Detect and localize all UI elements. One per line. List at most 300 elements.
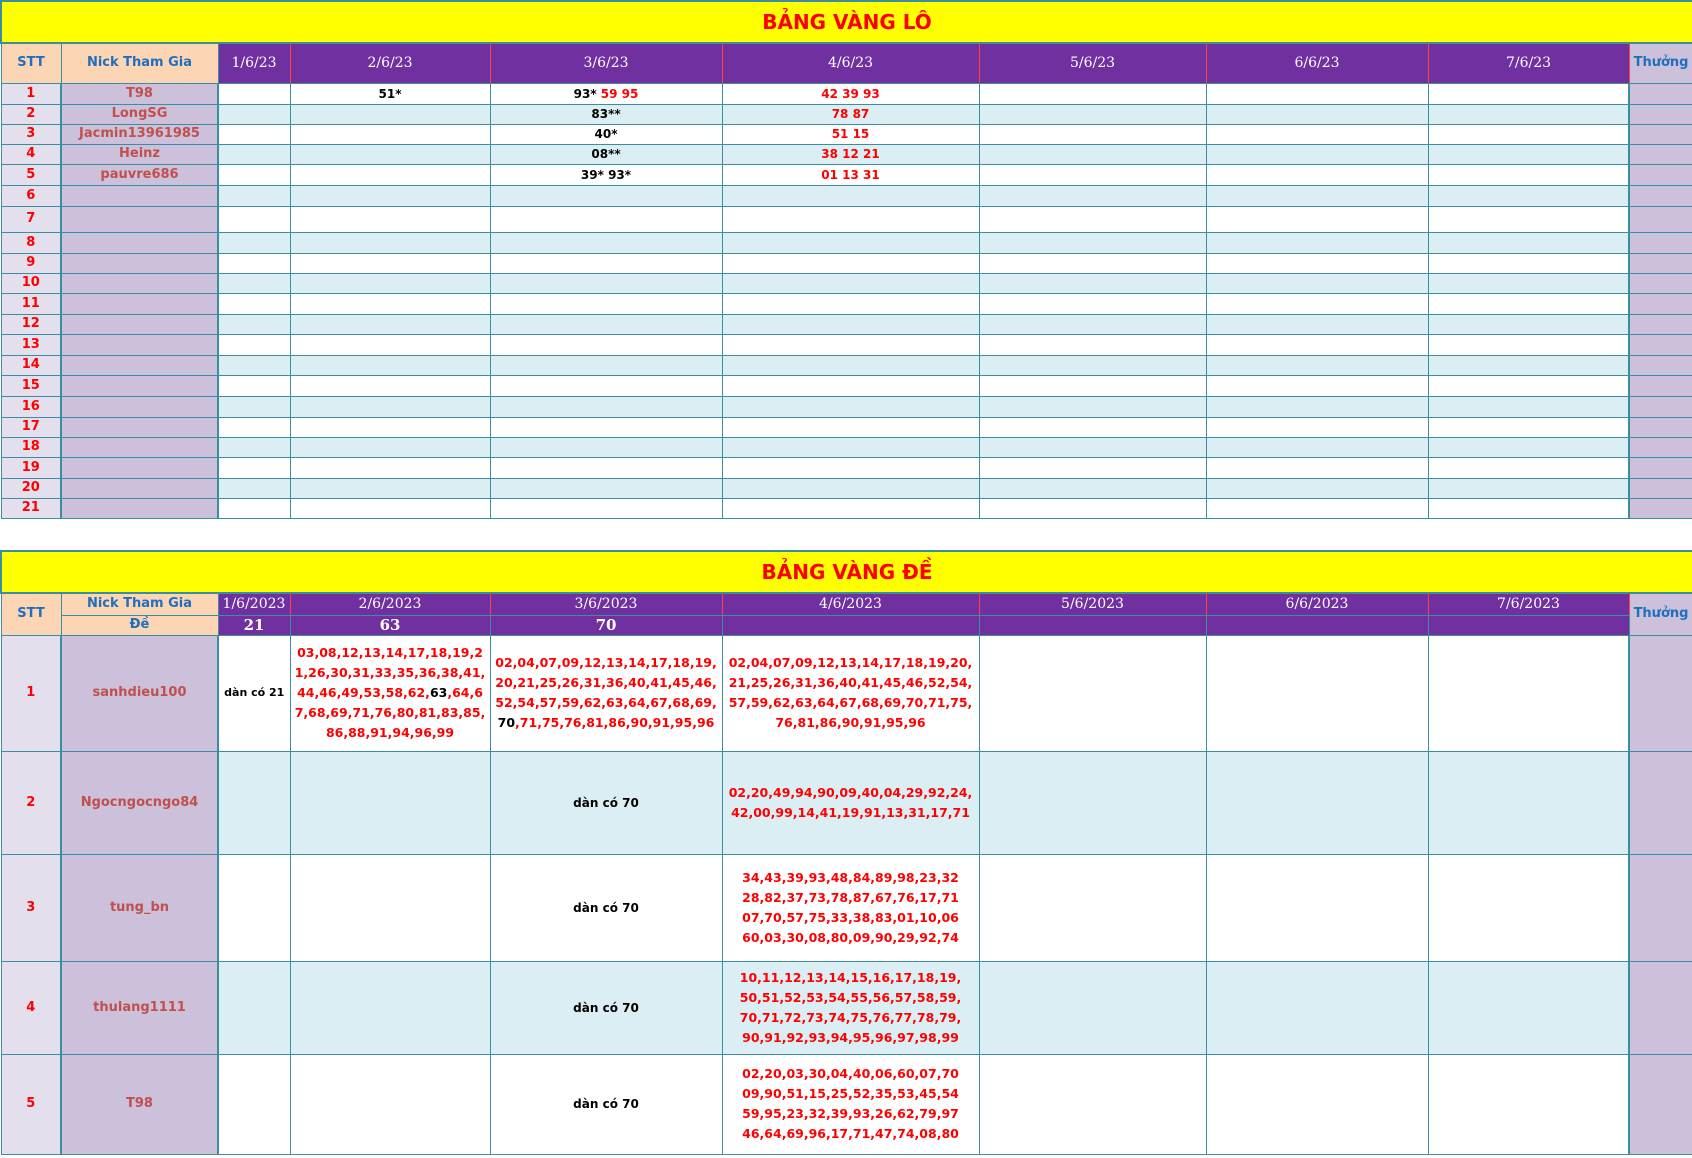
lo-row-d6 xyxy=(1206,144,1428,164)
lo-row-stt: 7 xyxy=(1,206,61,232)
lo-row-d2 xyxy=(290,498,490,518)
de-row-d1 xyxy=(218,751,290,854)
lo-row-stt: 9 xyxy=(1,253,61,273)
lo-row-prize xyxy=(1629,457,1692,478)
lo-row-nick: Jacmin13961985 xyxy=(61,124,218,144)
lo-row-d6 xyxy=(1206,164,1428,185)
lo-row-d7 xyxy=(1428,457,1629,478)
lo-row-d2 xyxy=(290,144,490,164)
de-row-d5 xyxy=(979,635,1206,751)
lo-row-d1 xyxy=(218,232,290,253)
de-table xyxy=(0,550,1692,1155)
de-result-7 xyxy=(1428,615,1629,635)
lo-body xyxy=(1,83,1692,518)
lo-row-d5 xyxy=(979,83,1206,104)
lo-row-d6 xyxy=(1206,232,1428,253)
de-row-d4-line: 59,95,23,32,39,93,26,62,79,97 xyxy=(742,1106,959,1121)
lo-header-date-7: 7/6/23 xyxy=(1428,43,1629,83)
lo-row-stt: 6 xyxy=(1,185,61,206)
lo-row-d5 xyxy=(979,498,1206,518)
lo-row-d4 xyxy=(722,185,979,206)
lo-row-d3 xyxy=(490,334,722,355)
de-row-d7 xyxy=(1428,1054,1629,1154)
lo-row-nick: LongSG xyxy=(61,104,218,124)
lo-row-nick xyxy=(61,355,218,375)
de-row-d4-line: 46,64,69,96,17,71,47,74,08,80 xyxy=(742,1126,959,1141)
lo-row-d3 xyxy=(490,293,722,314)
lo-row xyxy=(1,355,1692,375)
lo-row-d7 xyxy=(1428,293,1629,314)
lo-row-prize xyxy=(1629,104,1692,124)
lo-row-stt: 15 xyxy=(1,375,61,396)
lo-row-d7 xyxy=(1428,375,1629,396)
lo-row-nick xyxy=(61,185,218,206)
lo-row xyxy=(1,144,1692,164)
lo-row-d4: 01 13 31 xyxy=(722,164,979,185)
lo-row-stt: 5 xyxy=(1,164,61,185)
de-row-nick: sanhdieu100 xyxy=(61,635,218,751)
lo-row-d4 xyxy=(722,206,979,232)
de-header-date-4: 4/6/2023 xyxy=(722,593,979,615)
de-row-nick: tung_bn xyxy=(61,854,218,961)
lo-row-d1 xyxy=(218,314,290,334)
lo-row-prize xyxy=(1629,124,1692,144)
lo-row xyxy=(1,498,1692,518)
lo-row-d3-black: 93* xyxy=(573,86,597,101)
lo-row-prize xyxy=(1629,437,1692,457)
lo-row-d7 xyxy=(1428,417,1629,437)
de-header-nick: Nick Tham Gia xyxy=(61,593,218,615)
lo-row-nick xyxy=(61,232,218,253)
lo-row-d6 xyxy=(1206,437,1428,457)
de-row-d4-line: 07,70,57,75,33,38,83,01,10,06 xyxy=(742,909,959,925)
lo-row-d4 xyxy=(722,314,979,334)
lo-row-d5 xyxy=(979,253,1206,273)
lo-row-d4 xyxy=(722,293,979,314)
lo-row-d5 xyxy=(979,185,1206,206)
lo-row xyxy=(1,417,1692,437)
lo-row xyxy=(1,437,1692,457)
de-row-d3-part-c: ,71,75,76,81,86,90,91,95,96 xyxy=(515,715,715,730)
lo-row-d7 xyxy=(1428,104,1629,124)
lo-row-nick xyxy=(61,273,218,293)
lo-row-d2 xyxy=(290,375,490,396)
de-header-prize: Thưởng xyxy=(1629,593,1692,635)
lo-row-prize xyxy=(1629,185,1692,206)
de-row-d6 xyxy=(1206,635,1428,751)
lo-row-d6 xyxy=(1206,355,1428,375)
de-row-d4-line: 34,43,39,93,48,84,89,98,23,32 xyxy=(742,869,959,885)
lo-row xyxy=(1,83,1692,104)
lo-row-d6 xyxy=(1206,104,1428,124)
lo-row-d4 xyxy=(722,457,979,478)
lo-row-d4: 38 12 21 xyxy=(722,144,979,164)
lo-row-d1 xyxy=(218,437,290,457)
lo-row xyxy=(1,457,1692,478)
lo-row-d2 xyxy=(290,185,490,206)
lo-row-d5 xyxy=(979,478,1206,498)
lo-row xyxy=(1,124,1692,144)
lo-row-d4 xyxy=(722,253,979,273)
de-row-nick: T98 xyxy=(61,1054,218,1154)
lo-row-stt: 14 xyxy=(1,355,61,375)
de-row xyxy=(1,751,1692,854)
lo-row-d3 xyxy=(490,314,722,334)
lo-row-d1 xyxy=(218,206,290,232)
lo-row-d1 xyxy=(218,185,290,206)
lo-row-d1 xyxy=(218,83,290,104)
lo-row-d5 xyxy=(979,206,1206,232)
lo-row-d4 xyxy=(722,478,979,498)
lo-row-stt: 10 xyxy=(1,273,61,293)
lo-row-prize xyxy=(1629,206,1692,232)
de-row-d2 xyxy=(290,1054,490,1154)
lo-row-prize xyxy=(1629,417,1692,437)
de-result-6 xyxy=(1206,615,1428,635)
lo-row xyxy=(1,185,1692,206)
lo-row-d4: 78 87 xyxy=(722,104,979,124)
lo-row-d2 xyxy=(290,293,490,314)
lo-row-stt: 21 xyxy=(1,498,61,518)
lo-row xyxy=(1,164,1692,185)
lo-row-d7 xyxy=(1428,185,1629,206)
lo-row xyxy=(1,478,1692,498)
lo-row-d3 xyxy=(490,478,722,498)
lo-row-stt: 11 xyxy=(1,293,61,314)
lo-header-date-1: 1/6/23 xyxy=(218,43,290,83)
lo-row-d1 xyxy=(218,396,290,417)
lo-row-prize xyxy=(1629,314,1692,334)
lo-row-d3 xyxy=(490,206,722,232)
lo-row-d7 xyxy=(1428,314,1629,334)
lo-row-d3 xyxy=(490,498,722,518)
lo-row-d1 xyxy=(218,478,290,498)
lo-row-d5 xyxy=(979,104,1206,124)
lo-row-d3 xyxy=(490,232,722,253)
lo-row-d4 xyxy=(722,273,979,293)
lo-row-d7 xyxy=(1428,124,1629,144)
de-title: BẢNG VÀNG ĐỀ xyxy=(1,551,1692,593)
lo-row xyxy=(1,273,1692,293)
lo-row xyxy=(1,334,1692,355)
lo-row-d6 xyxy=(1206,83,1428,104)
lo-row-d3 xyxy=(490,104,722,124)
de-row-d3: dàn có 70 xyxy=(490,1054,722,1154)
lo-row-prize xyxy=(1629,334,1692,355)
lo-header-date-2: 2/6/23 xyxy=(290,43,490,83)
de-row-nick: thulang1111 xyxy=(61,961,218,1054)
lo-row-d2 xyxy=(290,355,490,375)
lo-row xyxy=(1,314,1692,334)
de-row-d4-line: 50,51,52,53,54,55,56,57,58,59, xyxy=(739,989,962,1005)
lo-row-nick xyxy=(61,334,218,355)
de-header-date-3: 3/6/2023 xyxy=(490,593,722,615)
de-row-d4-line: 02,20,03,30,04,40,06,60,07,70 xyxy=(742,1066,959,1081)
lo-row-d1 xyxy=(218,457,290,478)
de-row-stt: 2 xyxy=(1,751,61,854)
lo-header-date-6: 6/6/23 xyxy=(1206,43,1428,83)
lo-row-d5 xyxy=(979,355,1206,375)
de-header-de-label: Đề xyxy=(61,615,218,635)
de-row-d3: dàn có 70 xyxy=(490,854,722,961)
de-row-prize xyxy=(1629,751,1692,854)
lo-row-d5 xyxy=(979,232,1206,253)
de-row-d4: 02,20,49,94,90,09,40,04,29,92,24,42,00,99,14,41,19,91,13,31,17,71 xyxy=(722,751,979,854)
lo-row-d2 xyxy=(290,253,490,273)
lo-row-prize xyxy=(1629,498,1692,518)
lo-row-d5 xyxy=(979,314,1206,334)
de-row-d4 xyxy=(722,961,979,1054)
lo-row-d6 xyxy=(1206,417,1428,437)
lo-row-d7 xyxy=(1428,498,1629,518)
lo-row-d1 xyxy=(218,498,290,518)
lo-row-prize xyxy=(1629,164,1692,185)
lo-header-date-4: 4/6/23 xyxy=(722,43,979,83)
de-row-d6 xyxy=(1206,854,1428,961)
lo-row-d6 xyxy=(1206,334,1428,355)
lo-row-d3 xyxy=(490,185,722,206)
de-row-d1 xyxy=(218,1054,290,1154)
lo-row-d1 xyxy=(218,334,290,355)
lo-row-stt: 17 xyxy=(1,417,61,437)
lo-row-d2 xyxy=(290,437,490,457)
de-row-prize xyxy=(1629,854,1692,961)
de-row-d1 xyxy=(218,854,290,961)
de-row-d4-line: 70,71,72,73,74,75,76,77,78,79, xyxy=(739,1009,962,1025)
lo-row-prize xyxy=(1629,355,1692,375)
lo-row-d3 xyxy=(490,164,722,185)
de-result-3: 70 xyxy=(490,615,722,635)
de-row-nick: Ngocngocngo84 xyxy=(61,751,218,854)
lo-row-d2 xyxy=(290,417,490,437)
de-row-d3: dàn có 70 xyxy=(490,751,722,854)
lo-row-d6 xyxy=(1206,396,1428,417)
lo-row-d4 xyxy=(722,396,979,417)
lo-header-date-3: 3/6/23 xyxy=(490,43,722,83)
lo-row-d5 xyxy=(979,273,1206,293)
lo-row-prize xyxy=(1629,375,1692,396)
lo-row-d7 xyxy=(1428,164,1629,185)
lo-row-d5 xyxy=(979,375,1206,396)
de-row-stt: 3 xyxy=(1,854,61,961)
lo-row-d3 xyxy=(490,375,722,396)
lo-row-d3-black: 40* xyxy=(594,127,618,141)
de-row-d4: 02,04,07,09,12,13,14,17,18,19,20,21,25,26,31,36,40,41,45,46,52,54,57,59,62,63,64,67,68,69,70,71,75,76,81,86,90,91,95,96 xyxy=(722,635,979,751)
lo-row-d1 xyxy=(218,104,290,124)
lo-row-d4 xyxy=(722,437,979,457)
lo-header-stt: STT xyxy=(1,43,61,83)
de-row-d3: dàn có 70 xyxy=(490,961,722,1054)
lo-row-d5 xyxy=(979,437,1206,457)
lo-row-prize xyxy=(1629,253,1692,273)
lo-row-d4 xyxy=(722,355,979,375)
lo-row-d7 xyxy=(1428,232,1629,253)
de-row-d2-part-a: 03,08,12,13,14,17,18,19,21,26,30,31,33,35,36,38,41,44,46,49,53,58,62, xyxy=(294,645,486,700)
lo-row-d6 xyxy=(1206,124,1428,144)
de-row-d7 xyxy=(1428,751,1629,854)
lo-row-nick: Heinz xyxy=(61,144,218,164)
lo-row-stt: 8 xyxy=(1,232,61,253)
lo-row-prize xyxy=(1629,293,1692,314)
lo-row xyxy=(1,375,1692,396)
lo-row-d3-black: 08** xyxy=(591,147,621,161)
lo-row-d6 xyxy=(1206,273,1428,293)
de-row-d4-line: 90,91,92,93,94,95,96,97,98,99 xyxy=(742,1029,959,1045)
de-row-d4-line: 09,90,51,15,25,52,35,53,45,54 xyxy=(742,1086,959,1101)
lo-row-d7 xyxy=(1428,253,1629,273)
de-header-date-7: 7/6/2023 xyxy=(1428,593,1629,615)
de-result-5 xyxy=(979,615,1206,635)
lo-row-d6 xyxy=(1206,314,1428,334)
lo-row-d1 xyxy=(218,417,290,437)
de-row-d5 xyxy=(979,854,1206,961)
lo-row-prize xyxy=(1629,396,1692,417)
lo-row-d4: 42 39 93 xyxy=(722,83,979,104)
de-result-2: 63 xyxy=(290,615,490,635)
lo-header-nick: Nick Tham Gia xyxy=(61,43,218,83)
lo-row-d2: 51* xyxy=(290,83,490,104)
de-row-d4 xyxy=(722,1054,979,1154)
lo-row-d2 xyxy=(290,273,490,293)
lo-row-d5 xyxy=(979,124,1206,144)
lo-row-d5 xyxy=(979,164,1206,185)
lo-row-stt: 3 xyxy=(1,124,61,144)
de-row xyxy=(1,961,1692,1054)
lo-row-d4 xyxy=(722,498,979,518)
de-row-stt: 5 xyxy=(1,1054,61,1154)
de-row-d5 xyxy=(979,961,1206,1054)
lo-row-d6 xyxy=(1206,206,1428,232)
de-header-stt: STT xyxy=(1,593,61,635)
de-row-d1 xyxy=(218,961,290,1054)
de-header-date-1: 1/6/2023 xyxy=(218,593,290,615)
lo-header-date-5: 5/6/23 xyxy=(979,43,1206,83)
lo-row-d6 xyxy=(1206,478,1428,498)
de-row-d4-line: 10,11,12,13,14,15,16,17,18,19, xyxy=(739,969,962,985)
lo-row-d1 xyxy=(218,144,290,164)
lo-row-d5 xyxy=(979,293,1206,314)
lo-row-d2 xyxy=(290,124,490,144)
de-row-d6 xyxy=(1206,751,1428,854)
lo-row-d7 xyxy=(1428,83,1629,104)
lo-row-d5 xyxy=(979,396,1206,417)
lo-row-d2 xyxy=(290,206,490,232)
de-row-d2-part-b: 63 xyxy=(429,685,448,700)
de-row-prize xyxy=(1629,961,1692,1054)
de-row-d2 xyxy=(290,751,490,854)
lo-row-nick xyxy=(61,437,218,457)
de-row xyxy=(1,854,1692,961)
lo-row-d2 xyxy=(290,478,490,498)
lo-row-nick xyxy=(61,396,218,417)
lo-row-d7 xyxy=(1428,437,1629,457)
lo-row-d3 xyxy=(490,437,722,457)
de-row-prize xyxy=(1629,1054,1692,1154)
lo-row-stt: 1 xyxy=(1,83,61,104)
lo-row-d3-red: 59 95 xyxy=(600,86,639,101)
de-row-d2 xyxy=(290,961,490,1054)
de-result-4 xyxy=(722,615,979,635)
de-row-d7 xyxy=(1428,961,1629,1054)
de-row-d7 xyxy=(1428,635,1629,751)
de-result-1: 21 xyxy=(218,615,290,635)
lo-row-d6 xyxy=(1206,253,1428,273)
lo-row-d5 xyxy=(979,144,1206,164)
lo-row-d3 xyxy=(490,144,722,164)
lo-row-d1 xyxy=(218,355,290,375)
lo-row-d7 xyxy=(1428,273,1629,293)
lo-row-d3 xyxy=(490,273,722,293)
lo-row-nick xyxy=(61,253,218,273)
lo-row-d3-black: 83** xyxy=(591,107,621,121)
lo-row-d7 xyxy=(1428,478,1629,498)
lo-row xyxy=(1,232,1692,253)
de-header-date-2: 2/6/2023 xyxy=(290,593,490,615)
de-row-prize xyxy=(1629,635,1692,751)
lo-row-d6 xyxy=(1206,185,1428,206)
lo-row-nick xyxy=(61,478,218,498)
lo-row-d1 xyxy=(218,164,290,185)
lo-row-d7 xyxy=(1428,206,1629,232)
de-row-d6 xyxy=(1206,1054,1428,1154)
de-header-date-5: 5/6/2023 xyxy=(979,593,1206,615)
lo-row-d3 xyxy=(490,83,722,104)
de-row-stt: 1 xyxy=(1,635,61,751)
lo-row-nick xyxy=(61,457,218,478)
lo-row-stt: 13 xyxy=(1,334,61,355)
lo-row-d3 xyxy=(490,355,722,375)
de-row xyxy=(1,1054,1692,1154)
lo-row-stt: 4 xyxy=(1,144,61,164)
lo-row-d2 xyxy=(290,232,490,253)
de-row-d4-line: 60,03,30,08,80,09,90,29,92,74 xyxy=(742,929,959,945)
lo-row xyxy=(1,293,1692,314)
lo-row-d6 xyxy=(1206,457,1428,478)
lo-row-d3 xyxy=(490,417,722,437)
lo-row-nick xyxy=(61,293,218,314)
de-row-d4-line: 28,82,37,73,78,87,67,76,17,71 xyxy=(742,889,959,905)
de-row-d2 xyxy=(290,854,490,961)
lo-row-d3 xyxy=(490,253,722,273)
lo-row-d2 xyxy=(290,396,490,417)
lo-row-nick xyxy=(61,206,218,232)
lo-row xyxy=(1,206,1692,232)
lo-row-d3 xyxy=(490,396,722,417)
lo-row-nick: T98 xyxy=(61,83,218,104)
lo-row-d1 xyxy=(218,293,290,314)
lo-row-d6 xyxy=(1206,293,1428,314)
de-row-d3-part-a: 02,04,07,09,12,13,14,17,18,19,20,21,25,26,31,36,40,41,45,46,52,54,57,59,62,63,64,67,68,69, xyxy=(495,655,717,710)
lo-row-d2 xyxy=(290,334,490,355)
lo-row-d3-black: 39* 93* xyxy=(580,167,632,182)
lo-row-prize xyxy=(1629,83,1692,104)
lo-row-d6 xyxy=(1206,498,1428,518)
lo-row-d1 xyxy=(218,253,290,273)
lo-row-d2 xyxy=(290,104,490,124)
de-row-d5 xyxy=(979,1054,1206,1154)
de-row-d2-part-c: ,64,67,68,69,71,76,80,81,83,85,86,88,91,94,96,99 xyxy=(294,685,486,740)
lo-row-prize xyxy=(1629,144,1692,164)
lo-row-stt: 19 xyxy=(1,457,61,478)
lo-row-d3 xyxy=(490,124,722,144)
de-row-d3-part-b: 70 xyxy=(497,715,516,730)
lo-row-d3 xyxy=(490,457,722,478)
lo-row xyxy=(1,396,1692,417)
lo-row-nick xyxy=(61,314,218,334)
lo-row-d4 xyxy=(722,375,979,396)
de-row-stt: 4 xyxy=(1,961,61,1054)
lo-row-prize xyxy=(1629,273,1692,293)
